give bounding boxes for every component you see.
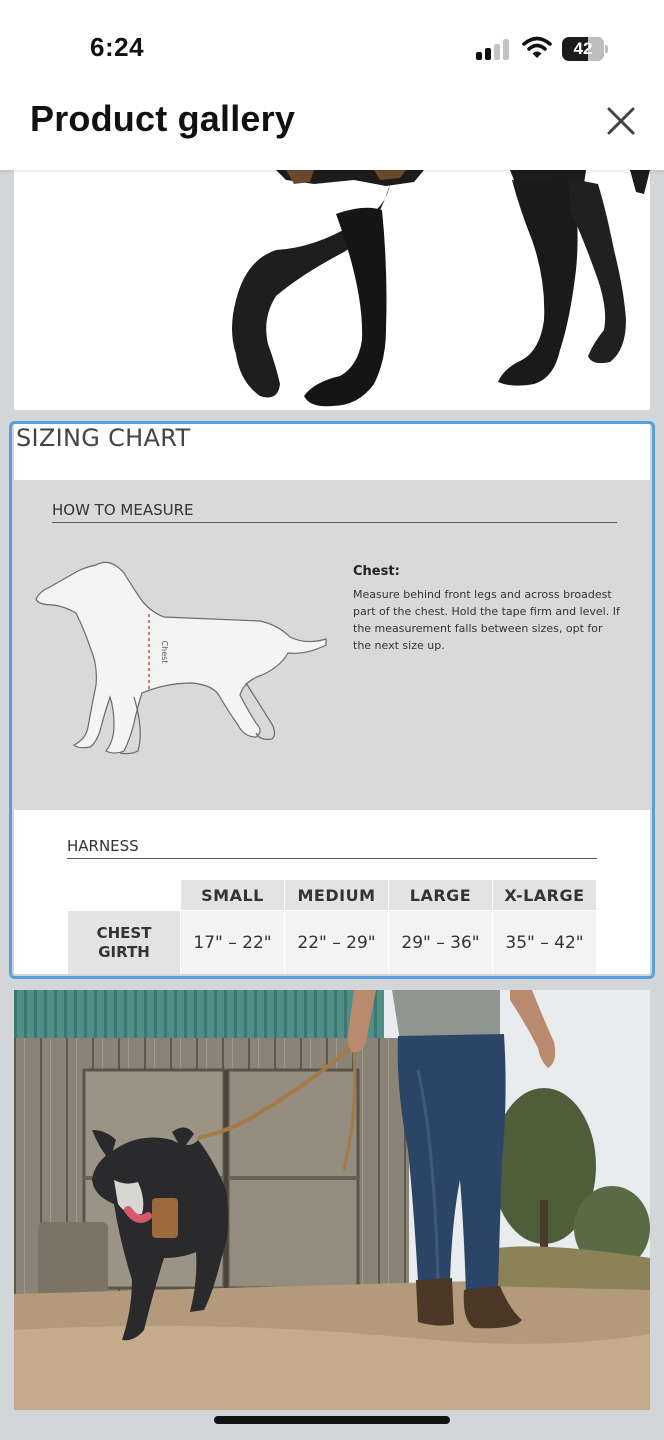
dog-diagram-icon	[34, 555, 334, 760]
chest-heading: Chest:	[353, 564, 400, 579]
close-icon	[606, 106, 636, 136]
how-to-measure-section	[14, 480, 650, 810]
size-column-small: SMALL	[181, 880, 285, 911]
close-button[interactable]	[598, 98, 644, 144]
size-value-x-large: 35" – 42"	[493, 911, 597, 975]
row-label-line1: CHEST	[96, 923, 152, 942]
size-column-medium: MEDIUM	[285, 880, 389, 911]
gallery-scroll-area[interactable]	[0, 170, 664, 1440]
page-title: Product gallery	[30, 98, 296, 139]
table-row	[68, 911, 597, 975]
chest-girth-label	[68, 911, 181, 975]
status-bar	[0, 0, 664, 92]
size-column-large: LARGE	[389, 880, 493, 911]
diagram-chest-label: Chest	[160, 640, 169, 664]
harness-size-table	[67, 879, 597, 974]
harness-heading: HARNESS	[67, 837, 139, 855]
divider	[52, 522, 617, 523]
signal-icon	[476, 38, 510, 60]
divider	[67, 858, 597, 859]
gallery-image-dog-legs[interactable]	[14, 170, 650, 410]
gallery-header	[0, 92, 664, 170]
size-column-x-large: X-LARGE	[493, 880, 597, 911]
row-label-line2: GIRTH	[98, 942, 150, 961]
dog-legs-image	[14, 170, 650, 410]
status-time: 6:24	[90, 32, 145, 62]
chest-instructions: Measure behind front legs and across broadest part of the chest. Hold the tape firm and level. If the measurement falls between sizes, opt for the next size up.	[353, 588, 620, 652]
dog-walk-photo	[14, 990, 650, 1410]
size-value-medium: 22" – 29"	[285, 911, 389, 975]
battery-level: 42	[573, 39, 593, 58]
sizing-chart-title: SIZING CHART	[16, 424, 191, 452]
gallery-image-dog-walk[interactable]	[14, 990, 650, 1410]
table-header-row	[68, 880, 597, 911]
wifi-icon	[522, 36, 552, 60]
battery-icon	[562, 37, 608, 61]
how-to-measure-heading: HOW TO MEASURE	[52, 501, 194, 519]
size-value-large: 29" – 36"	[389, 911, 493, 975]
home-indicator[interactable]	[214, 1416, 450, 1424]
table-corner-cell	[68, 880, 181, 911]
size-value-small: 17" – 22"	[181, 911, 285, 975]
gallery-image-sizing-chart[interactable]	[14, 424, 650, 974]
